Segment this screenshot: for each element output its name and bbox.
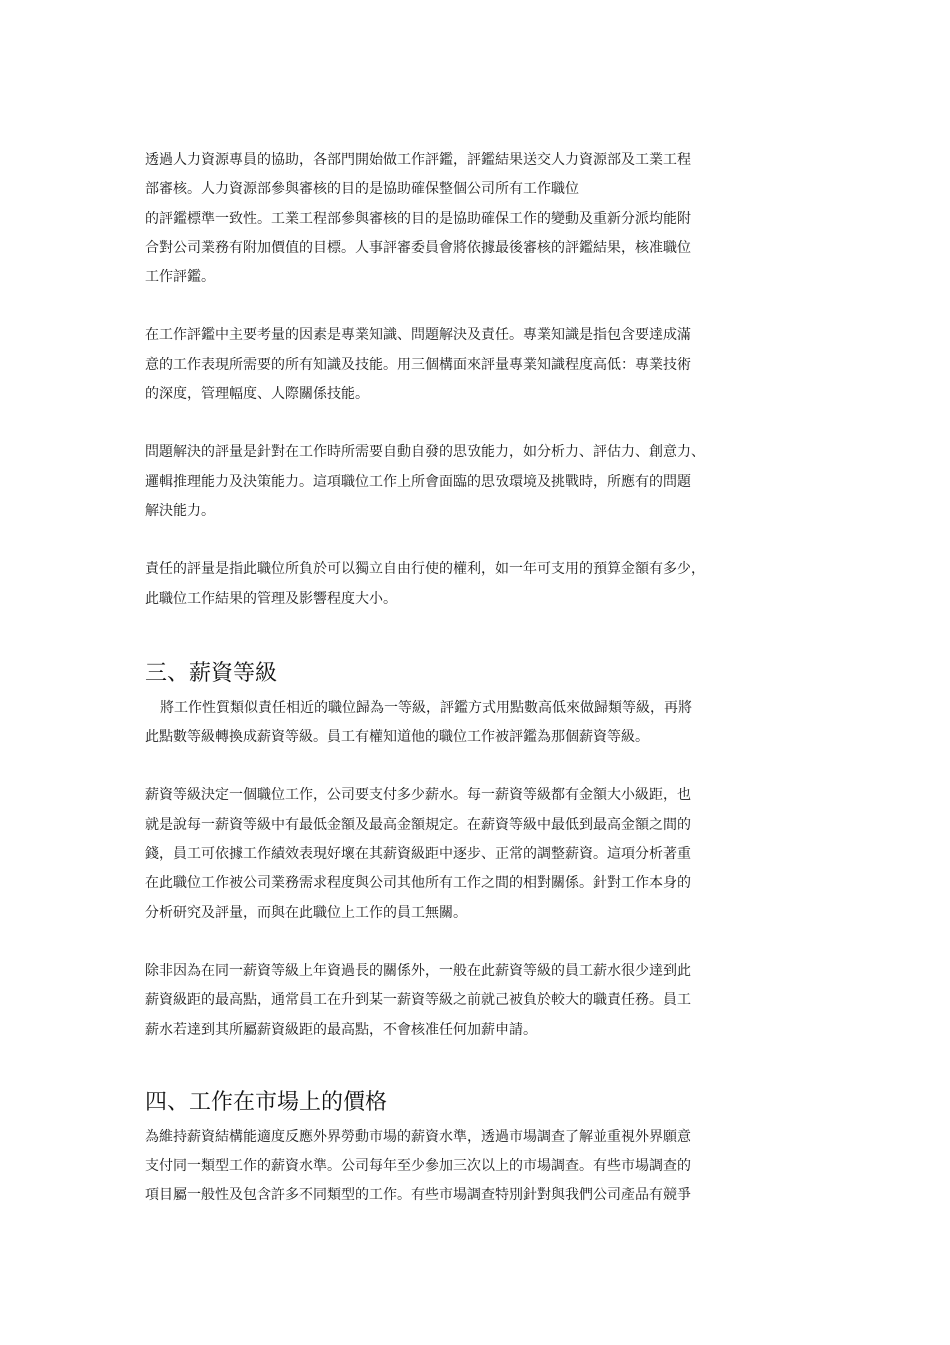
text-line: 解決能力。 — [145, 502, 215, 519]
text-line: 問題解決的評量是針對在工作時所需要自動自發的思攷能力，如分析力、評估力、創意力、 — [145, 444, 705, 461]
section-gap — [145, 614, 745, 654]
paragraph-evaluation-factors — [145, 321, 745, 409]
section-heading-salary-grades: 三、薪資等級 — [145, 660, 278, 686]
paragraph-grade-grouping — [145, 694, 745, 753]
paragraph-gap — [145, 928, 745, 957]
paragraph-grade-range — [145, 781, 745, 927]
paragraph-job-evaluation-review — [145, 146, 745, 292]
text-line: 薪資級距的最高點，通常員工在升到某一薪資等級之前就己被負於較大的職責任務。員工 — [145, 992, 691, 1009]
paragraph-gap — [145, 526, 745, 555]
text-line: 的深度，管理幅度、人際關係技能。 — [145, 386, 369, 403]
text-line: 分析研究及評量，而與在此職位上工作的員工無關。 — [145, 904, 467, 921]
text-line: 錢，員工可依據工作績效表現好壞在其薪資級距中逐步、正常的調整薪資。這項分析著重 — [145, 846, 691, 863]
paragraph-gap — [145, 409, 745, 438]
text-line: 在此職位工作被公司業務需求程度與公司其他所有工作之間的相對關係。針對工作本身的 — [145, 875, 691, 892]
paragraph-market-survey — [145, 1123, 745, 1211]
text-line: 薪水若達到其所屬薪資級距的最高點，不會核准任何加薪申請。 — [145, 1021, 537, 1038]
section-heading-market-price: 四、工作在市場上的價格 — [145, 1089, 388, 1115]
text-line: 透過人力資源專員的協助，各部門開始做工作評鑑，評鑑結果送交人力資源部及工業工程 — [145, 152, 691, 168]
text-line: 意的工作表現所需要的所有知識及技能。用三個構面來評量專業知識程度高低：專業技術 — [145, 356, 691, 373]
text-line: 的評鑑標準一致性。工業工程部參與審核的目的是協助確保工作的變動及重新分派均能附 — [145, 210, 691, 227]
text-line: 部審核。人力資源部參與審核的目的是協助確保整個公司所有工作職位 — [145, 181, 579, 198]
text-line: 在工作評鑑中主要考量的因素是專業知識、問題解決及責任。專業知識是指包含要達成滿 — [145, 327, 691, 344]
paragraph-responsibility — [145, 555, 745, 614]
text-line: 項目屬一般性及包含許多不同類型的工作。有些市場調查特別針對與我們公司產品有競爭 — [145, 1187, 691, 1204]
section-gap — [145, 1045, 745, 1083]
text-line: 薪資等級決定一個職位工作，公司要支付多少薪水。每一薪資等級都有金額大小級距，也 — [145, 787, 691, 804]
paragraph-grade-maximum — [145, 957, 745, 1045]
text-line: 工作評鑑。 — [145, 269, 215, 286]
text-line: 責任的評量是指此職位所負於可以獨立自由行使的權利，如一年可支用的預算金額有多少， — [145, 561, 705, 578]
text-line: 合對公司業務有附加價值的目標。人事評審委員會將依據最後審核的評鑑結果，核准職位 — [145, 239, 691, 256]
text-line: 此點數等級轉換成薪資等級。員工有權知道他的職位工作被評鑑為那個薪資等級。 — [145, 729, 649, 746]
paragraph-gap — [145, 292, 745, 321]
text-line: 就是說每一薪資等級中有最低金額及最高金額規定。在薪資等級中最低到最高金額之間的 — [145, 816, 691, 833]
text-line: 支付同一類型工作的薪資水準。公司每年至少參加三次以上的市場調查。有些市場調查的 — [145, 1158, 691, 1175]
paragraph-problem-solving — [145, 438, 745, 526]
text-line: 為維持薪資結構能適度反應外界勞動市場的薪資水準，透過市場調查了解並重視外界願意 — [145, 1128, 691, 1145]
text-line: 邏輯推理能力及決策能力。這項職位工作上所會面臨的思攷環境及挑戰時，所應有的問題 — [145, 473, 691, 490]
paragraph-gap — [145, 752, 745, 781]
text-line: 除非因為在同一薪資等級上年資過長的關係外，一般在此薪資等級的員工薪水很少達到此 — [145, 962, 691, 979]
text-line: 此職位工作結果的管理及影響程度大小。 — [145, 590, 397, 607]
document-body — [145, 146, 745, 1211]
text-line: 將工作性質類似責任相近的職位歸為一等級，評鑑方式用點數高低來做歸類等級，再將 — [160, 699, 692, 716]
